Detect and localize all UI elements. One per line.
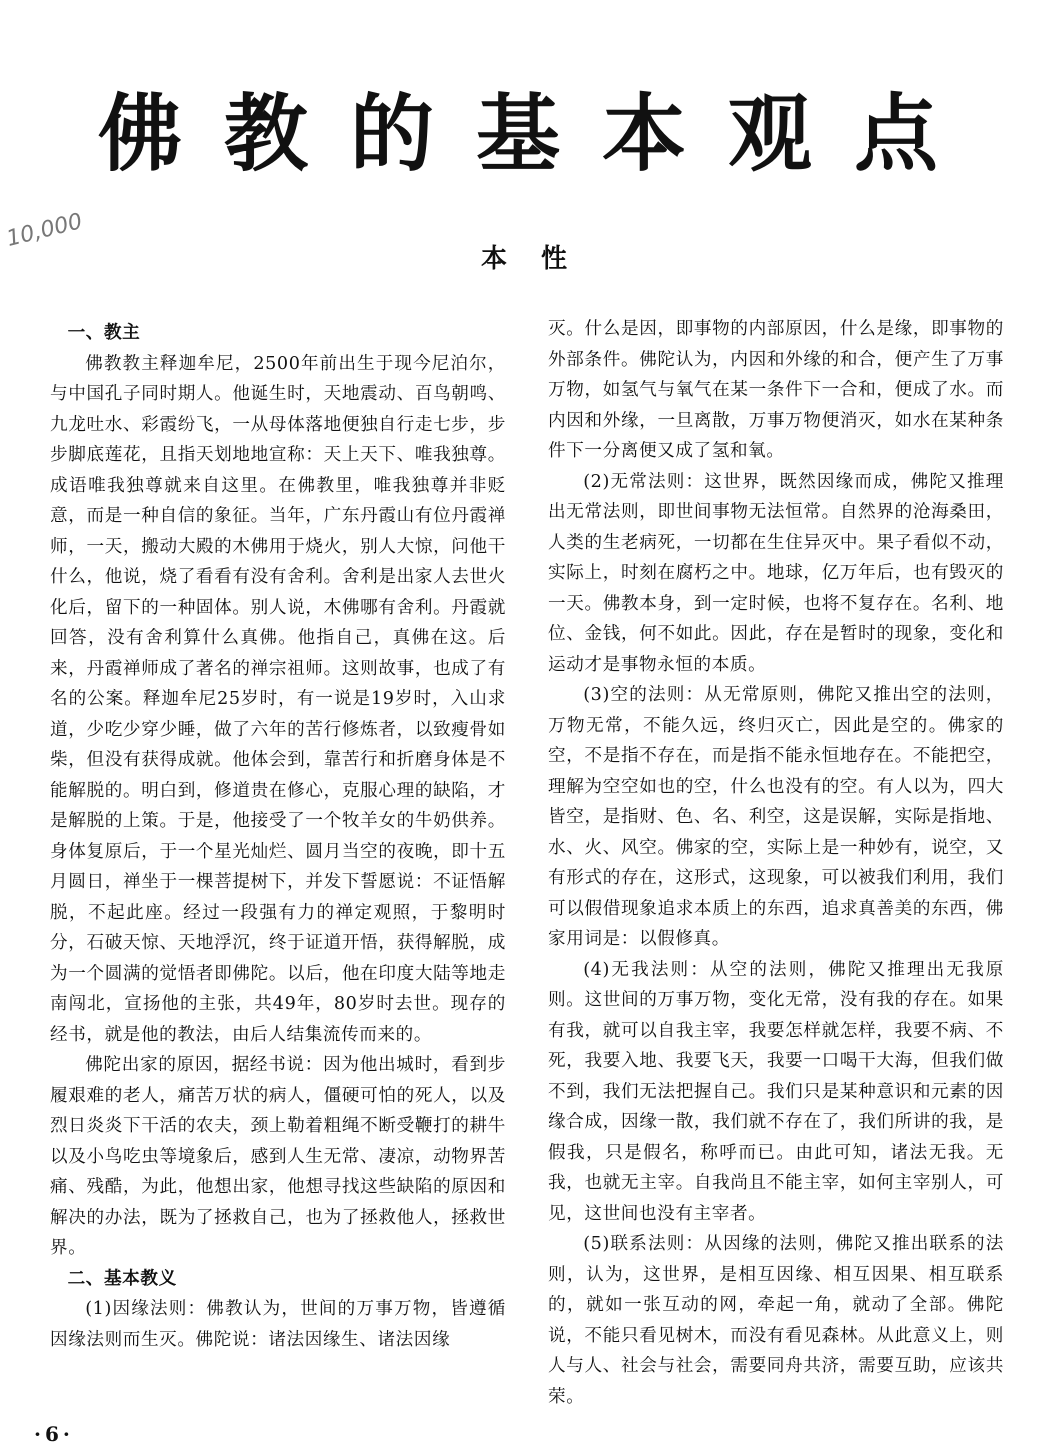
section-heading-doctrine: 二、基本教义 [67,1267,177,1289]
paragraph-causation-continued: 灭。什么是因，即事物的内部原因，什么是缘，即事物的外部条件。佛陀认为，内因和外缘的和合，便产生了万事万物，如氢气与氧气在某一条件下一合和，便成了水。而内因和外缘，一旦离散，万事万物便消灭，如水在某种条件下一分离便又成了氢和氧。 [548,319,1004,461]
section-heading-teacher: 一、教主 [67,322,141,343]
paragraph-interconnection-law: (5)联系法则：从因缘的法则，佛陀又推出联系的法则，认为，这世界，是相互因缘、相互因果、相互联系的，就如一张互动的网，牵起一角，就动了全部。佛陀说，不能只看见树木，而没有看见森林。从此意义上，则人与人、社会与社会，需要同舟共济，需要互助，应该共荣。 [548,1234,1004,1407]
paragraph-emptiness-law: (3)空的法则：从无常原则，佛陀又推出空的法则，万物无常，不能久远，终归灭亡，因此是空的。佛家的空，不是指不存在，而是指不能永恒地存在。不能把空，理解为空空如也的空，什么也没有的空。有人以为，四大皆空，是指财、色、名、利空，这是误解，实际是指地、水、火、风空。佛家的空，实际上是一种妙有，说空，又有形式的存在，这形式，这现象，可以被我们利用，我们可以假借现象追求本质上的东西，追求真善美的东西，佛家用词是：以假修真。 [548,685,1004,949]
page-number: ·6· [34,1422,74,1446]
handwritten-note: 10,000 [4,209,85,252]
author-name: 本性 [480,244,601,274]
paragraph-causation-law: (1)因缘法则：佛教认为，世间的万事万物，皆遵循因缘法则而生灭。佛陀说：诸法因缘生、诸法因缘 [50,1299,506,1350]
paragraph-renunciation: 佛陀出家的原因，据经书说：因为他出城时，看到步履艰难的老人，痛苦万状的病人，僵硬可怕的死人，以及烈日炎炎下干活的农夫，颈上勒着粗绳不断受鞭打的耕牛以及小鸟吃虫等境象后，感到人生无常、凄凉，动物界苦痛、残酷，为此，他想出家，他想寻找这些缺陷的原因和解决的办法，既为了拯救自己，也为了拯救他人，拯救世界。 [50,1055,506,1258]
paragraph-non-self-law: (4)无我法则：从空的法则，佛陀又推理出无我原则。这世间的万事万物，变化无常，没有我的存在。如果有我，就可以自我主宰，我要怎样就怎样，我要不病、不死，我要入地、我要飞天，我要一口喝干大海，但我们做不到，我们无法把握自己。我们只是某种意识和元素的因缘合成，因缘一散，我们就不存在了，我们所讲的我，是假我，只是假名，称呼而已。由此可知，诸法无我。无我，也就无主宰。自我尚且不能主宰，如何主宰别人，可见，这世间也没有主宰者。 [548,959,1004,1224]
article-title: 佛教的基本观点 [97,84,980,183]
paragraph-founder: 佛教教主释迦牟尼，2500年前出生于现今尼泊尔，与中国孔子同时期人。他诞生时，天地震动、百鸟朝鸣、九龙吐水、彩霞纷飞，一从母体落地便独自行走七步，步步脚底莲花，且指天划地地宣称：天上天下、唯我独尊。成语唯我独尊就来自这里。在佛教里，唯我独尊并非贬意，而是一种自信的象征。当年，广东丹霞山有位丹霞禅师，一天，搬动大殿的木佛用于烧火，别人大惊，问他干什么，他说，烧了看看有没有舍利。舍利是出家人去世火化后，留下的一种固体。别人说，木佛哪有舍利。丹霞就回答，没有舍利算什么真佛。他指自己，真佛在这。后来，丹霞禅师成了著名的禅宗祖师。这则故事，也成了有名的公案。释迦牟尼25岁时，有一说是19岁时，入山求道，少吃少穿少睡，做了六年的苦行修炼者，以致瘦骨如柴，但没有获得成就。他体会到，靠苦行和折磨身体是不能解脱的。明白到，修道贵在修心，克服心理的缺陷，才是解脱的上策。于是，他接受了一个牧羊女的牛奶供养。身体复原后，于一个星光灿烂、圆月当空的夜晚，即十五月圆日，禅坐于一棵菩提树下，并发下誓愿说：不证悟解脱，不起此座。经过一段强有力的禅定观照，于黎明时分，石破天惊、天地浮沉，终于证道开悟，获得解脱，成为一个圆满的觉悟者即佛陀。以后，他在印度大陆等地走南闯北，宣扬他的主张，共49年，80岁时去世。现存的经书，就是他的教法，由后人结集流传而来的。 [50,353,506,1045]
right-column [548,314,1004,1412]
left-column [50,318,506,1355]
paragraph-impermanence-law: (2)无常法则：这世界，既然因缘而成，佛陀又推理出无常法则，即世间事物无法恒常。自然界的沧海桑田，人类的生老病死，一切都在生住异灭中。果子看似不动，实际上，时刻在腐朽之中。地球，亿万年后，也有毁灭的一天。佛教本身，到一定时候，也将不复存在。名利、地位、金钱，何不如此。因此，存在是暂时的现象，变化和运动才是事物永恒的本质。 [548,471,1004,675]
